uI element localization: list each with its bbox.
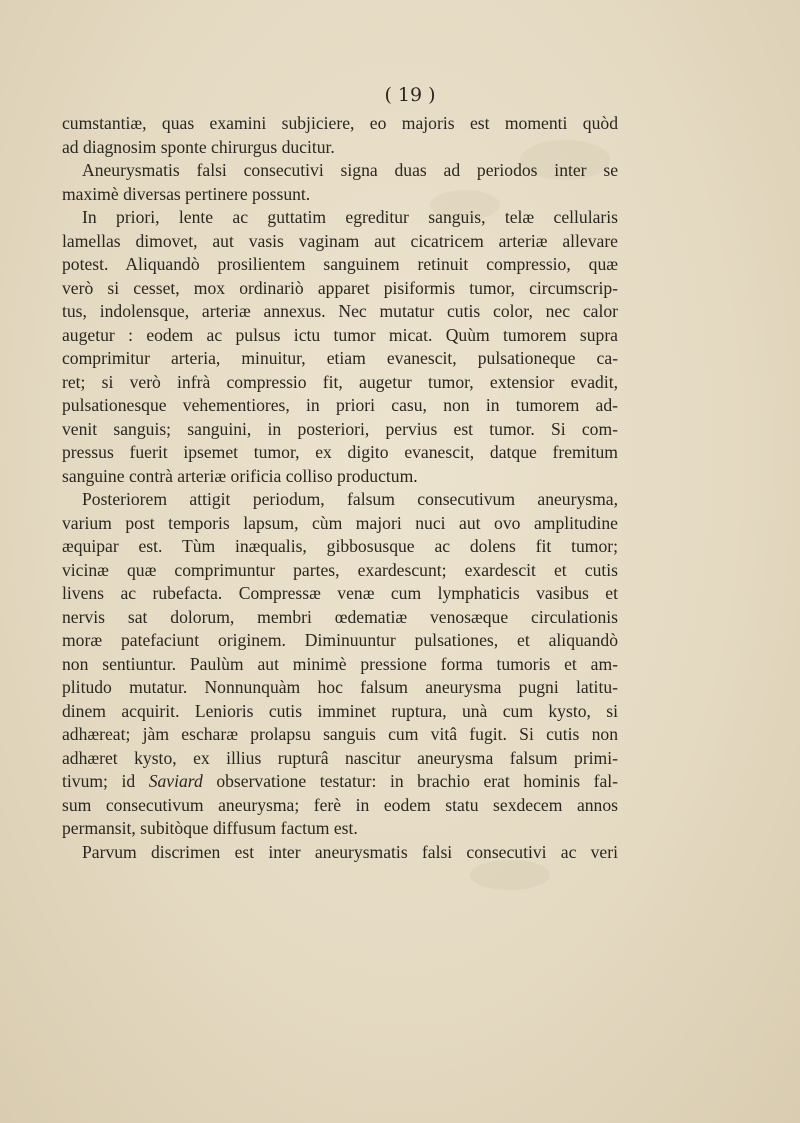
body-text <box>62 112 618 864</box>
text-line: sanguine contrà arteriæ orificia colliso productum. <box>62 465 418 486</box>
text-line: plitudo mutatur. Nonnunquàm hoc falsum aneurysma pugni latitu- <box>62 677 618 697</box>
text-line: non sentiuntur. Paulùm aut minimè pressione forma tumoris et am- <box>62 653 618 674</box>
text-line: varium post temporis lapsum, cùm majori nuci aut ovo amplitudine <box>62 512 618 533</box>
text-line: venit sanguis; sanguini, in posteriori, pervius est tumor. Si com- <box>62 418 618 439</box>
text-line: adhæreat; jàm escharæ prolapsu sanguis cum vitâ fugit. Si cutis non <box>62 724 618 744</box>
text-line: cumstantiæ, quas examini subjiciere, eo majoris est momenti quòd <box>62 113 618 133</box>
text-line: adhæret kysto, ex illius rupturâ nascitur aneurysma falsum primi- <box>62 747 618 768</box>
text-line: ad diagnosim sponte chirurgus ducitur. <box>62 136 335 157</box>
text-line: nervis sat dolorum, membri œdematiæ venosæque circulationis <box>62 606 618 627</box>
text-line: pressus fuerit ipsemet tumor, ex digito evanescit, datque fremitum <box>62 442 618 462</box>
text-line: permansit, subitòque diffusum factum est. <box>62 818 358 838</box>
text-line: dinem acquirit. Lenioris cutis imminet ruptura, unà cum kysto, si <box>62 700 618 721</box>
text-line: augetur : eodem ac pulsus ictu tumor micat. Quùm tumorem supra <box>62 324 618 345</box>
text-line: lamellas dimovet, aut vasis vaginam aut cicatricem arteriæ allevare <box>62 230 618 251</box>
text-line: pulsationesque vehementiores, in priori casu, non in tumorem ad- <box>62 395 618 415</box>
paper-stain <box>470 860 550 890</box>
text-line: vicinæ quæ comprimuntur partes, exardescunt; exardescit et cutis <box>62 559 618 580</box>
text-line: sum consecutivum aneurysma; ferè in eodem statu sexdecem annos <box>62 794 618 815</box>
text-line: Parvum discrimen est inter aneurysmatis falsi consecutivi ac veri <box>82 841 618 862</box>
text-line: æquipar est. Tùm inæqualis, gibbosusque ac dolens fit tumor; <box>62 536 618 556</box>
text-line: moræ patefaciunt originem. Diminuuntur pulsationes, et aliquandò <box>62 630 618 650</box>
text-line: livens ac rubefacta. Compressæ venæ cum lymphaticis vasibus et <box>62 583 618 603</box>
text-line: potest. Aliquandò prosilientem sanguinem retinuit compressio, quæ <box>62 254 618 274</box>
page-number: ( 19 ) <box>384 84 436 106</box>
text-line: tivum; id Saviard observatione testatur: in brachio erat hominis fal- <box>62 771 618 791</box>
text-line: Aneurysmatis falsi consecutivi signa duas ad periodos inter se <box>82 160 618 180</box>
text-line: In priori, lente ac guttatim egreditur sanguis, telæ cellularis <box>82 207 618 227</box>
text-line: verò si cesset, mox ordinariò apparet pisiformis tumor, circumscrip- <box>62 277 618 298</box>
text-line: Posteriorem attigit periodum, falsum consecutivum aneurysma, <box>82 489 618 509</box>
author-name: Saviard <box>148 771 203 791</box>
text-line: ret; si verò infrà compressio fit, augetur tumor, extensior evadit, <box>62 371 618 392</box>
text-line: comprimitur arteria, minuitur, etiam evanescit, pulsationeque ca- <box>62 348 618 368</box>
text-line: maximè diversas pertinere possunt. <box>62 183 311 204</box>
text-line: tus, indolensque, arteriæ annexus. Nec mutatur cutis color, nec calor <box>62 301 618 321</box>
